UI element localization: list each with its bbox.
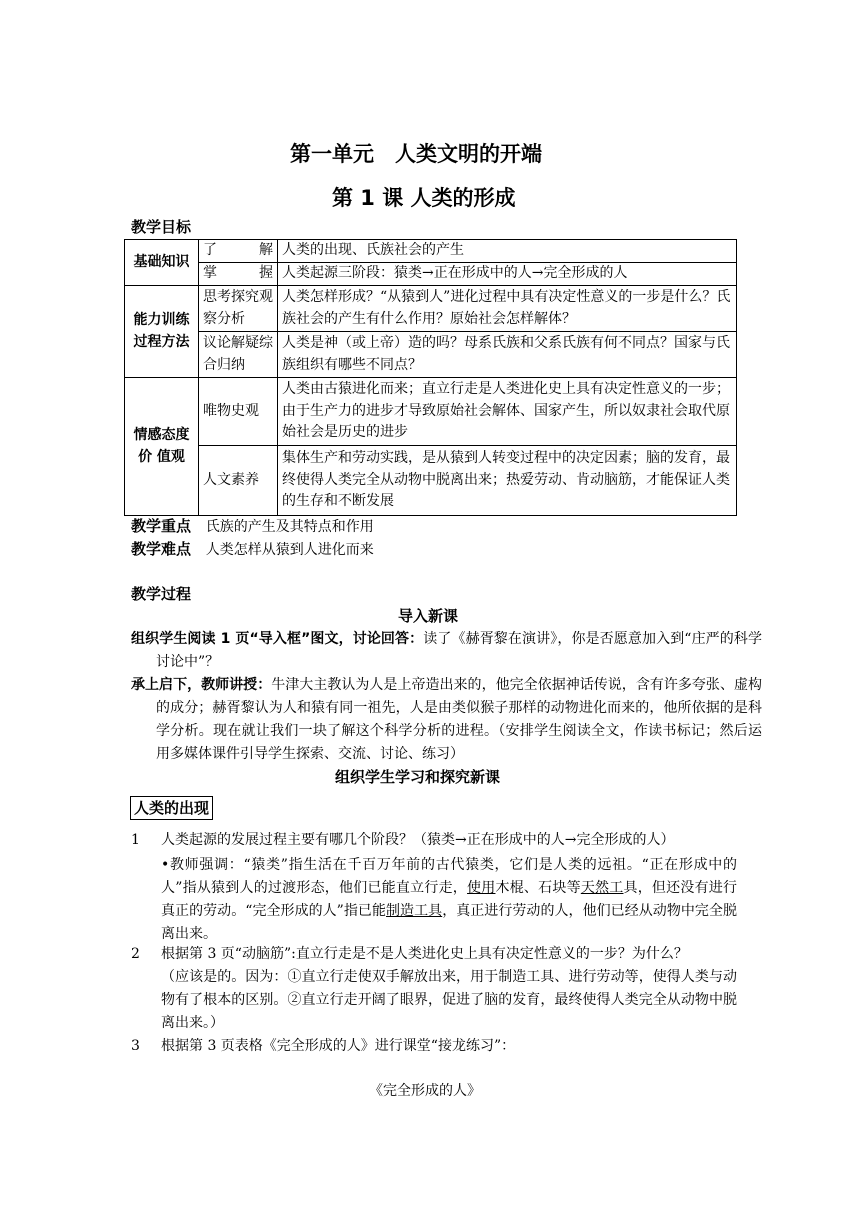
lesson-title: 第 1 课 人类的形成 <box>332 186 516 210</box>
table-row <box>125 378 737 446</box>
note-underline: 制造工具 <box>386 903 443 919</box>
row-content: 人类是神（或上帝）造的吗？母系氏族和父系氏族有何不同点？国家与氏族组织有哪些不同点？ <box>278 332 737 378</box>
table-row <box>125 286 737 332</box>
item-number: 2 <box>131 946 140 962</box>
row-content: 人类起源三阶段：猿类→正在形成中的人→完全形成的人 <box>278 263 737 286</box>
row-content: 人类的出现、氏族社会的产生 <box>278 240 737 263</box>
row-content: 人类怎样形成？“从猿到人”进化过程中具有决定性意义的一步是什么？氏族社会的产生有什么作用？原始社会怎样解体？ <box>278 286 737 332</box>
difficulty-text: 人类怎样从猿到人进化而来 <box>205 542 374 558</box>
table-caption: 《完全形成的人》 <box>369 1083 481 1099</box>
key-point <box>131 515 374 539</box>
category-basic: 基础知识 <box>125 240 199 286</box>
study-heading: 组织学生学习和探究新课 <box>335 768 501 786</box>
intro-text-1: 读了《赫胥黎在演讲》，你是否愿意加入到“庄严的科学讨论中”？ <box>156 631 763 670</box>
intro-paragraph-1 <box>131 628 762 674</box>
item-2-answer: （应该是的。因为：①直立行走使双手解放出来，用于制造工具、进行劳动等，使得人类与动物有了根本的区别。②直立行走开阔了眼界，促进了脑的发育，最终使得人类完全从动物中脱离出来。） <box>161 969 737 1031</box>
row-label: 掌 握 <box>199 263 278 286</box>
intro-paragraph-2 <box>131 674 762 766</box>
item-1-note <box>161 854 737 946</box>
row-label: 唯物史观 <box>199 378 278 446</box>
category-ability: 能力训练过程方法 <box>125 286 199 378</box>
note-text: 具，但还没有进行真正的劳动。“完全形成的人”指已能 <box>161 880 738 919</box>
intro-lead-2: 承上启下，教师讲授： <box>131 677 272 693</box>
note-underline: 天然工 <box>580 880 624 896</box>
intro-heading: 导入新课 <box>398 607 459 625</box>
process-heading: 教学过程 <box>131 585 192 603</box>
item-2-question: 根据第 3 页“动脑筋”:直立行走是不是人类进化史上具有决定性意义的一步？为什么？ <box>161 946 688 962</box>
note-text: •教师强调：“猿类”指生活在千百万年前的古代猿类，它们是人类的远祖。“正在形成中的人”指从猿到人的过渡形态，他们已能直立行走， <box>161 857 737 896</box>
objectives-table <box>124 239 737 516</box>
row-content: 人类由古猿进化而来；直立行走是人类进化史上具有决定性意义的一步；由于生产力的进步才导致原始社会解体、国家产生，所以奴隶社会取代原始社会是历史的进步 <box>278 378 737 446</box>
table-row <box>125 263 737 286</box>
difficulty-label: 教学难点 <box>131 540 192 558</box>
intro-lead-1: 组织学生阅读 1 页“导入框”图文，讨论回答： <box>131 631 424 647</box>
difficulty <box>131 538 374 562</box>
table-row <box>125 332 737 378</box>
row-label: 思考探究观察分析 <box>199 286 278 332</box>
note-text: ，真正进行劳动的人，他们已经从动物中完全脱离出来。 <box>161 903 738 942</box>
key-point-label: 教学重点 <box>131 517 192 535</box>
item-number: 3 <box>131 1038 140 1054</box>
row-label: 了 解 <box>199 240 278 263</box>
section-title: 人类的出现 <box>130 796 213 820</box>
objectives-heading: 教学目标 <box>131 218 192 236</box>
intro-text-2: 牛津大主教认为人是上帝造出来的，他完全依据神话传说，含有许多夸张、虚构的成分；赫胥黎认为人和猿有同一祖先，人是由类似猴子那样的动物进化而来的，他所依据的是科学分析。现在就让我们一块了解这个科学分析的进程。（安排学生阅读全文，作读书标记；然后运用多媒体课件引导学生探索、交流、讨论、练习） <box>156 677 763 762</box>
item-number: 1 <box>131 832 140 848</box>
item-1-question: 人类起源的发展过程主要有哪几个阶段？（猿类→正在形成中的人→完全形成的人） <box>161 832 675 848</box>
key-point-text: 氏族的产生及其特点和作用 <box>205 519 374 535</box>
note-underline: 使用 <box>467 880 496 896</box>
row-label: 议论解疑综合归纳 <box>199 332 278 378</box>
row-content: 集体生产和劳动实践，是从猿到人转变过程中的决定因素；脑的发育，最终使得人类完全从动物中脱离出来；热爱劳动、肯动脑筋，才能保证人类的生存和不断发展 <box>278 446 737 516</box>
table-row <box>125 240 737 263</box>
category-emotion: 情感态度价 值观 <box>125 378 199 516</box>
unit-title: 第一单元 人类文明的开端 <box>290 142 542 166</box>
section-title-box <box>130 797 213 818</box>
table-row <box>125 446 737 516</box>
item-3-question: 根据第 3 页表格《完全形成的人》进行课堂“接龙练习”： <box>161 1038 516 1054</box>
row-label: 人文素养 <box>199 446 278 516</box>
note-text: 木棍、石块等 <box>495 880 581 896</box>
